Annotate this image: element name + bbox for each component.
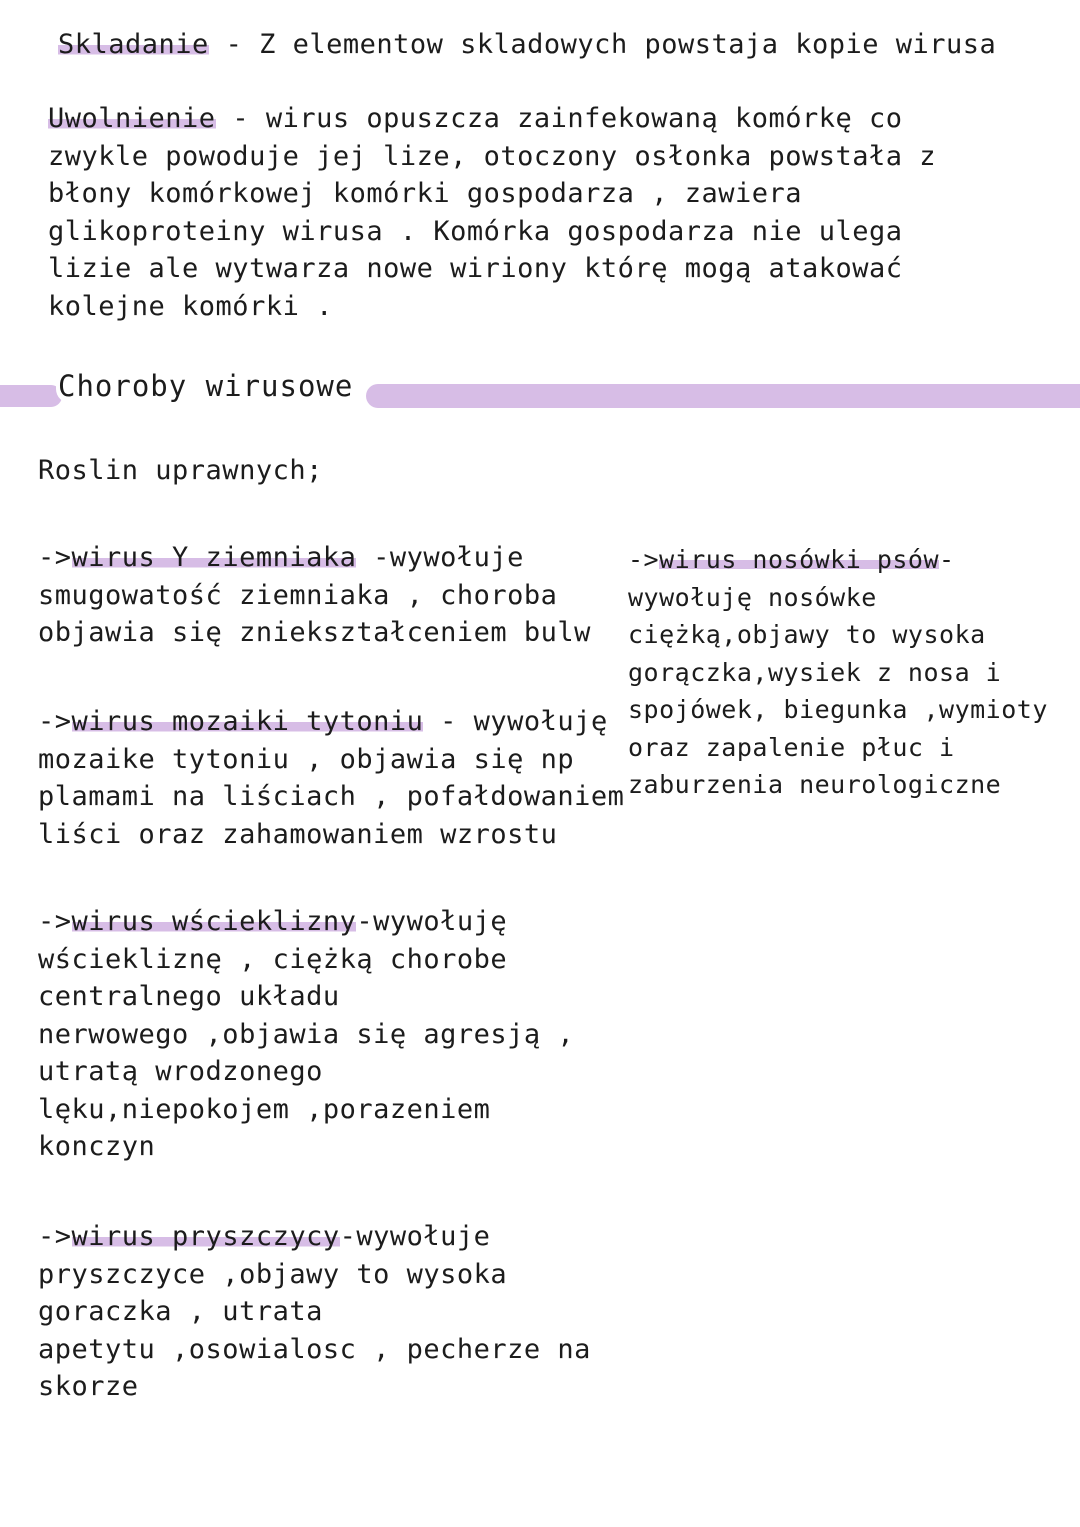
uwolnienie-line: glikoproteiny wirusa . Komórka gospodarza nie ulega (48, 215, 903, 247)
arrow-icon: -> (38, 542, 72, 573)
uwolnienie-paragraph (48, 100, 936, 325)
uwolnienie-first-line: - wirus opuszcza zainfekowaną komórkę co (215, 103, 903, 134)
disease-line: skorze (38, 1371, 139, 1402)
disease-line: zaburzenia neurologiczne (628, 770, 1002, 799)
disease-heading (38, 703, 624, 741)
disease-line: liści oraz zahamowaniem wzrostu (38, 818, 558, 850)
disease-line: apetytu ,osowialosc , pecherze na (38, 1333, 591, 1365)
disease-line: centralnego układu (38, 981, 340, 1012)
section-bar-right (366, 384, 1080, 408)
disease-line: wywołuję nosówke (628, 582, 877, 612)
disease-line: spojówek, biegunka ,wymioty (628, 695, 1048, 724)
disease-entry-foot-and-mouth (38, 1218, 591, 1406)
disease-heading-rest: -wywołuje (339, 1221, 491, 1252)
disease-heading (38, 903, 574, 941)
disease-entry-potato (38, 539, 591, 652)
uwolnienie-line: błony komórkowej komórki gospodarza , zawiera (48, 178, 802, 209)
uwolnienie-line: lizie ale wytwarza nowe wiriony którę mogą atakować (48, 253, 903, 284)
uwolnienie-line: kolejne komórki . (48, 290, 333, 322)
arrow-icon: -> (38, 906, 72, 937)
arrow-icon: -> (38, 706, 72, 737)
disease-entry-rabies (38, 903, 574, 1166)
disease-line: gorączka,wysiek z nosa i (628, 657, 1002, 687)
uwolnienie-line (48, 100, 936, 138)
arrow-icon: -> (38, 1221, 72, 1252)
disease-heading-rest: - wywołuję (423, 706, 608, 737)
disease-line: konczyn (38, 1131, 156, 1162)
disease-line: wściekliznę , ciężką chorobe (38, 943, 508, 975)
skladanie-paragraph (58, 26, 996, 64)
skladanie-text: - Z elementow skladowych powstaja kopie wirusa (208, 29, 997, 60)
disease-entry-tobacco (38, 703, 624, 853)
disease-heading (38, 1218, 591, 1256)
disease-line: utratą wrodzonego (38, 1056, 323, 1087)
disease-line: oraz zapalenie płuc i (628, 732, 955, 762)
disease-name: wirus Y ziemniaka (71, 542, 357, 573)
disease-heading-rest: - (939, 545, 955, 574)
arrow-icon: -> (628, 545, 660, 574)
disease-heading-rest: -wywołuje (356, 542, 524, 573)
section-header (0, 369, 1080, 407)
disease-line: ciężką,objawy to wysoka (628, 620, 986, 649)
disease-line: objawia się zniekształceniem bulw (38, 617, 591, 648)
section-bar-left (0, 385, 62, 407)
subheading: Roslin uprawnych; (38, 455, 323, 486)
uwolnienie-line: zwykle powoduje jej lize, otoczony osłonka powstała z (48, 140, 937, 172)
section-title: Choroby wirusowe (56, 369, 359, 403)
disease-name: wirus nosówki psów (659, 545, 940, 574)
uwolnienie-term: Uwolnienie (48, 103, 216, 134)
disease-line: pryszczyce ,objawy to wysoka (38, 1258, 508, 1290)
disease-heading-rest: -wywołuję (356, 906, 508, 937)
disease-name: wirus wścieklizny (71, 906, 357, 937)
disease-line: plamami na liściach , pofałdowaniem (38, 781, 625, 812)
skladanie-line (58, 26, 996, 64)
disease-line: goraczka , utrata (38, 1296, 323, 1327)
disease-line: lęku,niepokojem ,porazeniem (38, 1093, 491, 1125)
skladanie-term: Skladanie (58, 29, 209, 60)
disease-heading (38, 539, 591, 577)
disease-line: mozaike tytoniu , objawia się np (38, 743, 575, 775)
disease-entry-distemper (628, 541, 1048, 804)
disease-line: nerwowego ,objawia się agresją , (38, 1018, 575, 1050)
disease-name: wirus pryszczycy (71, 1221, 340, 1252)
disease-line: smugowatość ziemniaka , choroba (38, 579, 558, 611)
disease-name: wirus mozaiki tytoniu (71, 706, 424, 737)
disease-heading (628, 541, 1048, 579)
